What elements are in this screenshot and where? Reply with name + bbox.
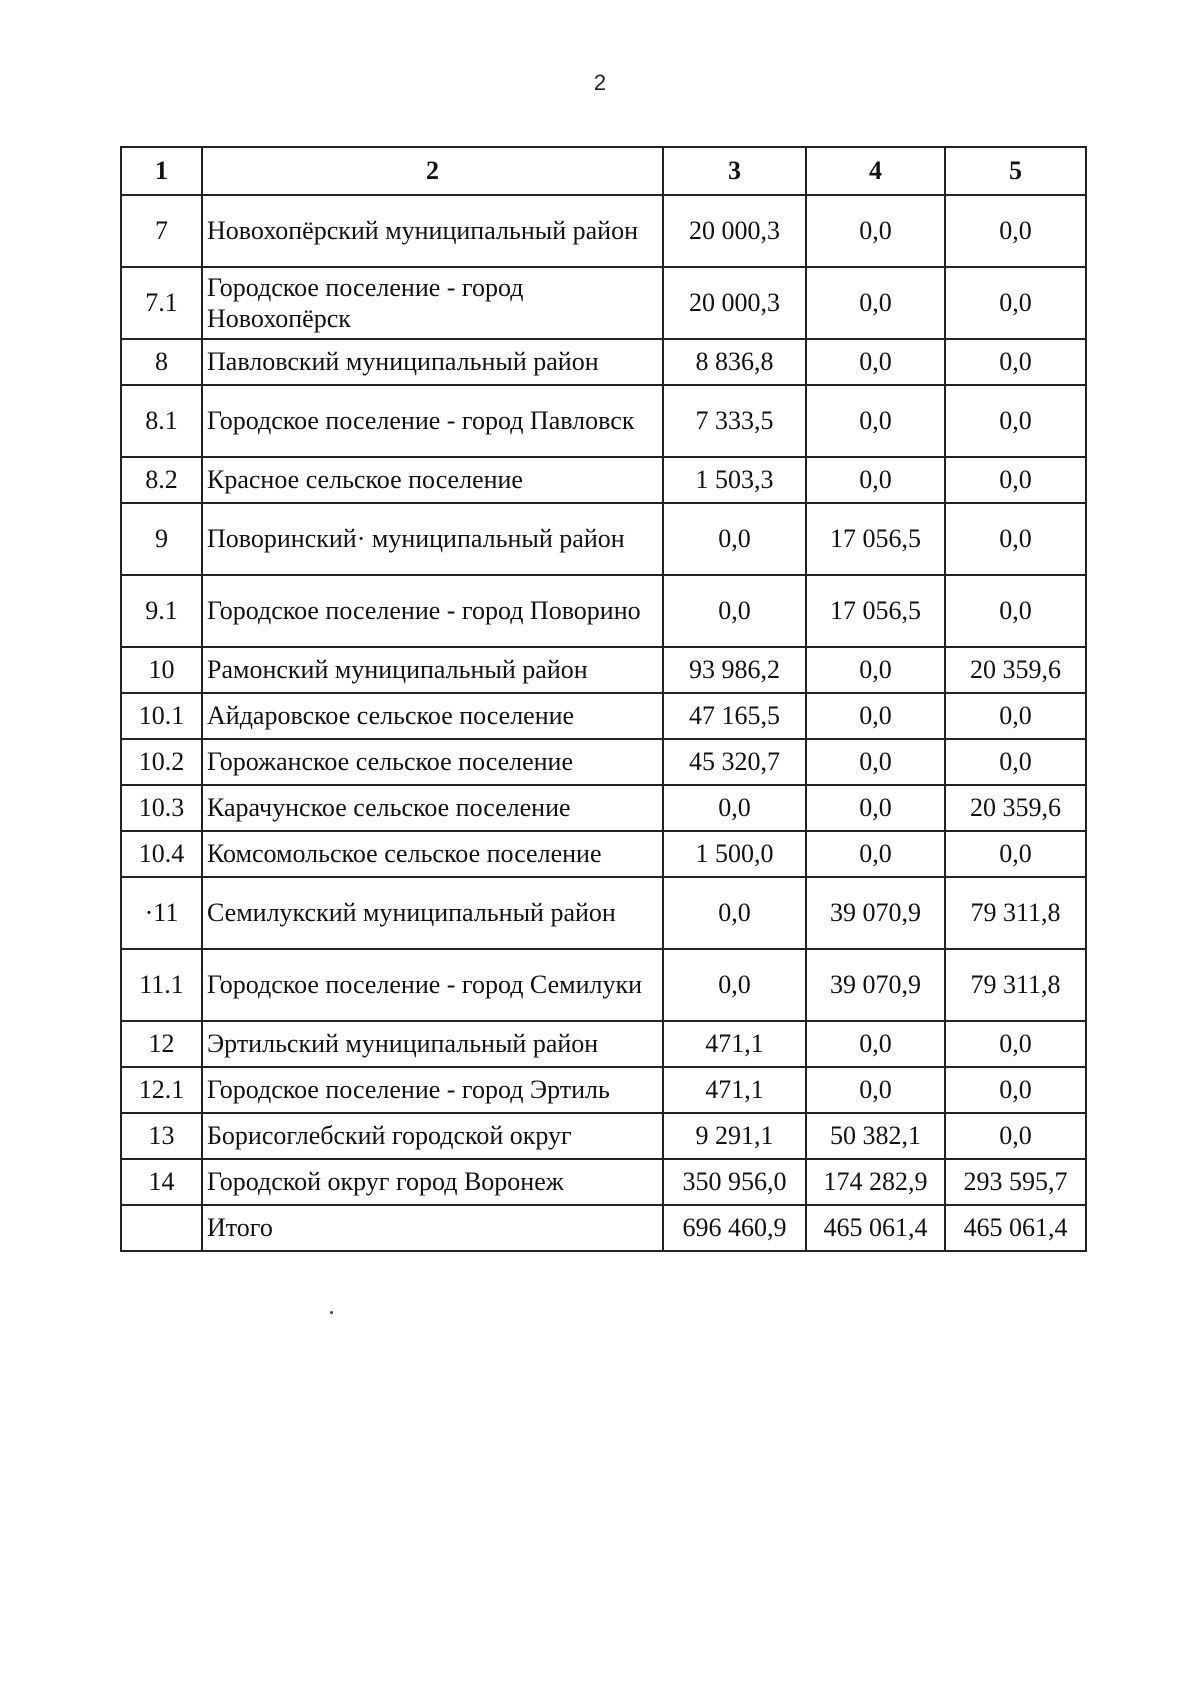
row-number-cell: 14	[121, 1159, 202, 1205]
row-name-cell: Городское поселение - город Павловск	[202, 385, 663, 457]
table-row	[121, 457, 1086, 503]
value-cell-col5: 465 061,4	[945, 1205, 1086, 1251]
value-cell-col4: 0,0	[806, 647, 945, 693]
value-cell-col5: 79 311,8	[945, 949, 1086, 1021]
value-cell-col3: 0,0	[663, 949, 806, 1021]
row-name-cell: Эртильский муниципальный район	[202, 1021, 663, 1067]
row-name-cell: Итого	[202, 1205, 663, 1251]
table-row	[121, 339, 1086, 385]
row-name-cell: Городское поселение - город Новохопёрск	[202, 267, 663, 339]
row-name-cell: Павловский муниципальный район	[202, 339, 663, 385]
value-cell-col5: 0,0	[945, 1021, 1086, 1067]
column-header: 5	[945, 147, 1086, 195]
value-cell-col5: 79 311,8	[945, 877, 1086, 949]
value-cell-col5: 0,0	[945, 693, 1086, 739]
value-cell-col3: 696 460,9	[663, 1205, 806, 1251]
value-cell-col5: 0,0	[945, 457, 1086, 503]
value-cell-col5: 0,0	[945, 1113, 1086, 1159]
row-name-cell: Городское поселение - город Поворино	[202, 575, 663, 647]
table-row	[121, 785, 1086, 831]
row-number-cell: 12	[121, 1021, 202, 1067]
column-header: 4	[806, 147, 945, 195]
value-cell-col5: 0,0	[945, 339, 1086, 385]
value-cell-col3: 0,0	[663, 785, 806, 831]
table-row	[121, 693, 1086, 739]
data-table	[120, 146, 1087, 1252]
column-header: 2	[202, 147, 663, 195]
row-name-cell: Айдаровское сельское поселение	[202, 693, 663, 739]
value-cell-col3: 45 320,7	[663, 739, 806, 785]
value-cell-col3: 0,0	[663, 877, 806, 949]
row-number-cell: 7	[121, 195, 202, 267]
row-number-cell: 11.1	[121, 949, 202, 1021]
row-number-cell: 8.1	[121, 385, 202, 457]
row-name-cell: Красное сельское поселение	[202, 457, 663, 503]
value-cell-col3: 471,1	[663, 1021, 806, 1067]
value-cell-col4: 0,0	[806, 785, 945, 831]
row-name-cell: Городской округ город Воронеж	[202, 1159, 663, 1205]
table-row	[121, 1205, 1086, 1251]
row-number-cell: 10.1	[121, 693, 202, 739]
value-cell-col4: 0,0	[806, 385, 945, 457]
value-cell-col3: 20 000,3	[663, 267, 806, 339]
value-cell-col4: 0,0	[806, 1021, 945, 1067]
row-number-cell: 10	[121, 647, 202, 693]
table-row	[121, 831, 1086, 877]
value-cell-col5: 0,0	[945, 1067, 1086, 1113]
row-name-cell: Комсомольское сельское поселение	[202, 831, 663, 877]
value-cell-col4: 50 382,1	[806, 1113, 945, 1159]
row-number-cell: 13	[121, 1113, 202, 1159]
row-name-cell: Горожанское сельское поселение	[202, 739, 663, 785]
row-number-cell: 9	[121, 503, 202, 575]
value-cell-col3: 93 986,2	[663, 647, 806, 693]
value-cell-col3: 7 333,5	[663, 385, 806, 457]
row-number-cell: 9.1	[121, 575, 202, 647]
row-number-cell: 10.4	[121, 831, 202, 877]
value-cell-col3: 1 500,0	[663, 831, 806, 877]
value-cell-col4: 0,0	[806, 267, 945, 339]
row-number-cell: 7.1	[121, 267, 202, 339]
row-name-cell: Поворинский· муниципальный район	[202, 503, 663, 575]
value-cell-col4: 0,0	[806, 339, 945, 385]
column-header: 3	[663, 147, 806, 195]
value-cell-col5: 293 595,7	[945, 1159, 1086, 1205]
value-cell-col4: 0,0	[806, 195, 945, 267]
value-cell-col4: 39 070,9	[806, 949, 945, 1021]
value-cell-col5: 0,0	[945, 575, 1086, 647]
value-cell-col4: 0,0	[806, 457, 945, 503]
row-name-cell: Борисоглебский городской округ	[202, 1113, 663, 1159]
row-number-cell: 10.2	[121, 739, 202, 785]
value-cell-col4: 465 061,4	[806, 1205, 945, 1251]
row-number-cell: 8	[121, 339, 202, 385]
row-name-cell: Карачунское сельское поселение	[202, 785, 663, 831]
table-row	[121, 949, 1086, 1021]
value-cell-col4: 0,0	[806, 1067, 945, 1113]
row-number-cell: 12.1	[121, 1067, 202, 1113]
value-cell-col3: 1 503,3	[663, 457, 806, 503]
scan-speck	[330, 1311, 333, 1314]
table-row	[121, 1159, 1086, 1205]
table-body	[121, 195, 1086, 1251]
row-number-cell: 8.2	[121, 457, 202, 503]
row-name-cell: Рамонский муниципальный район	[202, 647, 663, 693]
table-row	[121, 647, 1086, 693]
value-cell-col4: 174 282,9	[806, 1159, 945, 1205]
value-cell-col4: 17 056,5	[806, 503, 945, 575]
value-cell-col3: 9 291,1	[663, 1113, 806, 1159]
table-row	[121, 195, 1086, 267]
row-name-cell: Городское поселение - город Эртиль	[202, 1067, 663, 1113]
page-number: 2	[593, 70, 607, 95]
value-cell-col4: 0,0	[806, 831, 945, 877]
value-cell-col3: 0,0	[663, 503, 806, 575]
value-cell-col5: 20 359,6	[945, 647, 1086, 693]
table-header-row	[121, 147, 1086, 195]
table-row	[121, 385, 1086, 457]
table-row	[121, 267, 1086, 339]
value-cell-col5: 0,0	[945, 503, 1086, 575]
table-row	[121, 575, 1086, 647]
column-header: 1	[121, 147, 202, 195]
value-cell-col4: 39 070,9	[806, 877, 945, 949]
table-row	[121, 503, 1086, 575]
value-cell-col3: 20 000,3	[663, 195, 806, 267]
row-number-cell: ·11	[121, 877, 202, 949]
value-cell-col3: 8 836,8	[663, 339, 806, 385]
value-cell-col5: 0,0	[945, 385, 1086, 457]
value-cell-col3: 350 956,0	[663, 1159, 806, 1205]
value-cell-col3: 47 165,5	[663, 693, 806, 739]
table-row	[121, 739, 1086, 785]
row-name-cell: Новохопёрский муниципальный район	[202, 195, 663, 267]
row-number-cell: 10.3	[121, 785, 202, 831]
table-row	[121, 877, 1086, 949]
value-cell-col5: 0,0	[945, 195, 1086, 267]
row-name-cell: Городское поселение - город Семилуки	[202, 949, 663, 1021]
table-row	[121, 1021, 1086, 1067]
value-cell-col3: 471,1	[663, 1067, 806, 1113]
value-cell-col4: 0,0	[806, 739, 945, 785]
value-cell-col5: 0,0	[945, 739, 1086, 785]
value-cell-col4: 0,0	[806, 693, 945, 739]
value-cell-col4: 17 056,5	[806, 575, 945, 647]
value-cell-col5: 20 359,6	[945, 785, 1086, 831]
row-number-cell	[121, 1205, 202, 1251]
value-cell-col3: 0,0	[663, 575, 806, 647]
table-row	[121, 1113, 1086, 1159]
value-cell-col5: 0,0	[945, 267, 1086, 339]
table-row	[121, 1067, 1086, 1113]
row-name-cell: Семилукский муниципальный район	[202, 877, 663, 949]
value-cell-col5: 0,0	[945, 831, 1086, 877]
